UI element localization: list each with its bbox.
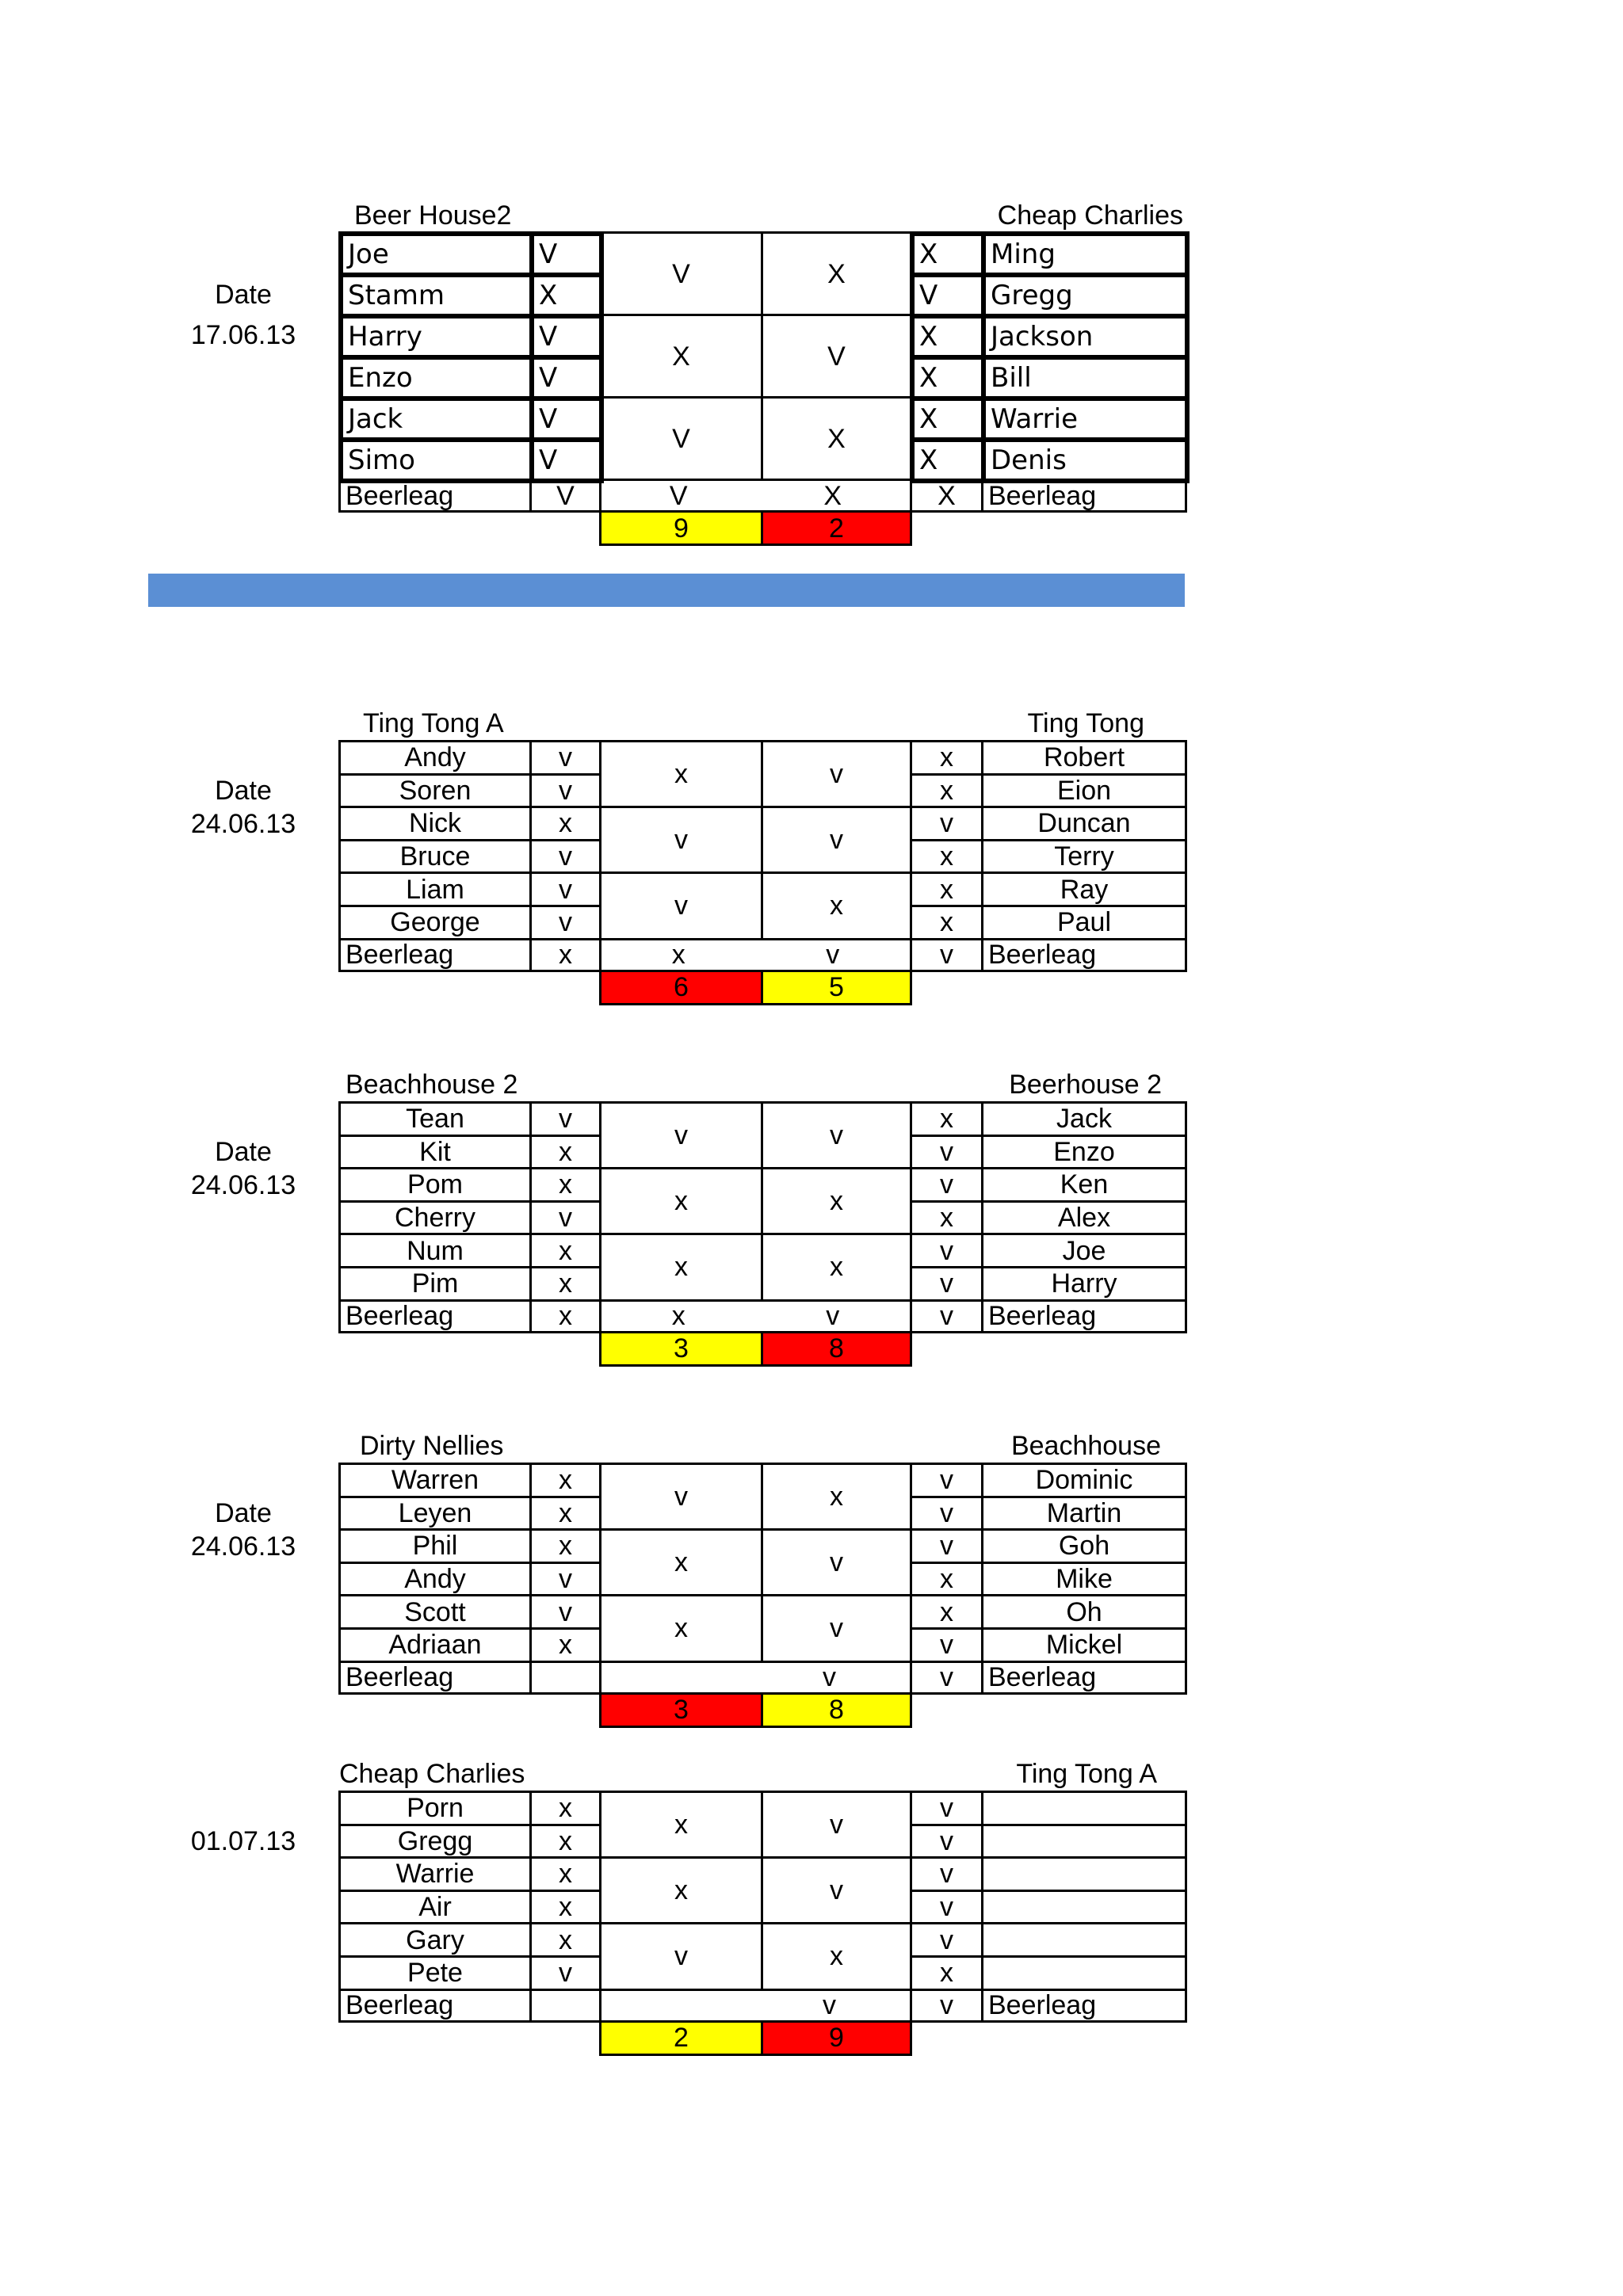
right-singles-result: v bbox=[910, 1167, 983, 1203]
right-singles-result: x bbox=[910, 1594, 983, 1630]
left-beerleag-label: Beerleag bbox=[338, 1661, 532, 1695]
right-total-score: 8 bbox=[761, 1692, 912, 1728]
match-date: 24.06.13 bbox=[190, 1531, 296, 1562]
right-player-name bbox=[981, 1955, 1187, 1991]
left-player-name: Pom bbox=[338, 1167, 532, 1203]
right-singles-result: X bbox=[910, 231, 986, 277]
left-total-score: 9 bbox=[599, 510, 763, 546]
right-singles-result: v bbox=[910, 1135, 983, 1170]
left-beerleag-label: Beerleag bbox=[338, 1299, 532, 1333]
right-singles-result: v bbox=[910, 1922, 983, 1958]
left-player-name: Num bbox=[338, 1233, 532, 1268]
right-player-name: Ray bbox=[981, 871, 1187, 907]
left-beerleag-label: Beerleag bbox=[338, 479, 532, 513]
left-player-name: Simo bbox=[338, 437, 534, 483]
left-doubles-result: v bbox=[599, 1922, 763, 1990]
left-player-name: Adriaan bbox=[338, 1627, 532, 1663]
date-label: Date bbox=[215, 1137, 272, 1167]
right-doubles-result: v bbox=[761, 1528, 912, 1596]
left-player-name: Pete bbox=[338, 1955, 532, 1991]
right-beerleag-doubles: v bbox=[826, 940, 840, 971]
right-player-name: Terry bbox=[981, 839, 1187, 875]
left-singles-result: x bbox=[529, 1463, 601, 1498]
left-singles-result: x bbox=[529, 1496, 601, 1531]
right-singles-result: x bbox=[910, 1200, 983, 1236]
left-singles-result: x bbox=[529, 806, 601, 841]
right-doubles-result: v bbox=[761, 1101, 912, 1169]
right-beerleag-result: v bbox=[910, 1299, 983, 1333]
right-player-name: Robert bbox=[981, 740, 1187, 776]
doubles-beerleag-row bbox=[599, 938, 912, 972]
right-player-name: Joe bbox=[981, 1233, 1187, 1268]
left-singles-result: x bbox=[529, 1528, 601, 1564]
left-player-name: Jack bbox=[338, 396, 534, 442]
left-player-name: Joe bbox=[338, 231, 534, 277]
right-singles-result: v bbox=[910, 1856, 983, 1892]
right-player-name bbox=[981, 1856, 1187, 1892]
right-player-name: Ming bbox=[981, 231, 1190, 277]
left-beerleag-result bbox=[529, 1989, 601, 2023]
match-date: 01.07.13 bbox=[190, 1826, 296, 1856]
right-player-name: Gregg bbox=[981, 273, 1190, 318]
right-singles-result: x bbox=[910, 773, 983, 809]
left-player-name: Bruce bbox=[338, 839, 532, 875]
left-doubles-result: v bbox=[599, 1101, 763, 1169]
left-total-score: 6 bbox=[599, 970, 763, 1005]
right-player-name: Jackson bbox=[981, 314, 1190, 360]
right-doubles-result: x bbox=[761, 871, 912, 940]
left-singles-result: x bbox=[529, 1890, 601, 1925]
right-player-name: Enzo bbox=[981, 1135, 1187, 1170]
left-singles-result: x bbox=[529, 1135, 601, 1170]
left-singles-result: V bbox=[529, 437, 604, 483]
left-player-name: Harry bbox=[338, 314, 534, 360]
right-beerleag-doubles: v bbox=[823, 1990, 836, 2021]
left-player-name: Kit bbox=[338, 1135, 532, 1170]
right-player-name: Ken bbox=[981, 1167, 1187, 1203]
right-team-title: Beachhouse bbox=[1010, 1431, 1161, 1461]
left-beerleag-doubles: V bbox=[669, 480, 688, 511]
right-doubles-result: x bbox=[761, 1463, 912, 1531]
left-doubles-result: x bbox=[599, 1233, 763, 1301]
left-doubles-result: x bbox=[599, 1856, 763, 1924]
right-team-title: Ting Tong A bbox=[1016, 1759, 1157, 1789]
right-singles-result: x bbox=[910, 871, 983, 907]
right-player-name: Mickel bbox=[981, 1627, 1187, 1663]
left-singles-result: x bbox=[529, 1824, 601, 1859]
doubles-beerleag-row bbox=[599, 1299, 912, 1333]
right-player-name: Paul bbox=[981, 905, 1187, 940]
left-player-name: Soren bbox=[338, 773, 532, 809]
right-singles-result: v bbox=[910, 1528, 983, 1564]
right-beerleag-label: Beerleag bbox=[981, 1661, 1187, 1695]
right-team-title: Cheap Charlies bbox=[997, 200, 1183, 231]
right-singles-result: v bbox=[910, 1463, 983, 1498]
left-beerleag-label: Beerleag bbox=[338, 938, 532, 972]
left-player-name: Air bbox=[338, 1890, 532, 1925]
right-player-name: Bill bbox=[981, 355, 1190, 401]
right-total-score: 5 bbox=[761, 970, 912, 1005]
left-beerleag-doubles: x bbox=[671, 1301, 685, 1332]
left-beerleag-doubles: x bbox=[671, 940, 685, 971]
left-beerleag-label: Beerleag bbox=[338, 1989, 532, 2023]
left-singles-result: X bbox=[529, 273, 604, 318]
date-label: Date bbox=[215, 1498, 272, 1528]
right-singles-result: X bbox=[910, 396, 986, 442]
left-singles-result: x bbox=[529, 1167, 601, 1203]
right-beerleag-result: v bbox=[910, 1661, 983, 1695]
left-doubles-result: X bbox=[599, 314, 763, 399]
doubles-beerleag-row bbox=[599, 1661, 912, 1695]
left-player-name: Porn bbox=[338, 1791, 532, 1826]
right-doubles-result: X bbox=[761, 396, 912, 481]
left-player-name: Gregg bbox=[338, 1824, 532, 1859]
left-player-name: Scott bbox=[338, 1594, 532, 1630]
left-team-title: Ting Tong A bbox=[363, 708, 504, 738]
right-total-score: 8 bbox=[761, 1331, 912, 1367]
left-singles-result: v bbox=[529, 905, 601, 940]
right-singles-result: x bbox=[910, 740, 983, 776]
left-singles-result: v bbox=[529, 871, 601, 907]
date-label: Date bbox=[215, 280, 272, 310]
right-beerleag-result: v bbox=[910, 1989, 983, 2023]
right-doubles-result: v bbox=[761, 1594, 912, 1662]
left-singles-result: x bbox=[529, 1791, 601, 1826]
match-date: 17.06.13 bbox=[190, 320, 296, 350]
right-singles-result: X bbox=[910, 355, 986, 401]
right-singles-result: v bbox=[910, 1496, 983, 1531]
right-singles-result: x bbox=[910, 905, 983, 940]
right-beerleag-doubles: v bbox=[823, 1662, 836, 1693]
right-doubles-result: x bbox=[761, 1233, 912, 1301]
left-player-name: Pim bbox=[338, 1266, 532, 1302]
left-total-score: 3 bbox=[599, 1692, 763, 1728]
left-singles-result: x bbox=[529, 1922, 601, 1958]
left-singles-result: v bbox=[529, 1562, 601, 1597]
right-doubles-result: v bbox=[761, 1856, 912, 1924]
doubles-beerleag-row bbox=[599, 479, 912, 513]
right-singles-result: V bbox=[910, 273, 986, 318]
left-player-name: Leyen bbox=[338, 1496, 532, 1531]
left-singles-result: v bbox=[529, 1594, 601, 1630]
right-player-name: Martin bbox=[981, 1496, 1187, 1531]
right-singles-result: v bbox=[910, 806, 983, 841]
right-beerleag-result: X bbox=[910, 479, 983, 513]
left-team-title: Dirty Nellies bbox=[360, 1431, 504, 1461]
right-singles-result: v bbox=[910, 1824, 983, 1859]
right-total-score: 2 bbox=[761, 510, 912, 546]
right-player-name: Harry bbox=[981, 1266, 1187, 1302]
left-beerleag-result: V bbox=[529, 479, 601, 513]
left-singles-result: v bbox=[529, 1101, 601, 1137]
left-player-name: Stamm bbox=[338, 273, 534, 318]
left-singles-result: v bbox=[529, 740, 601, 776]
left-player-name: Warren bbox=[338, 1463, 532, 1498]
right-player-name bbox=[981, 1922, 1187, 1958]
left-doubles-result: x bbox=[599, 1167, 763, 1235]
left-singles-result: v bbox=[529, 1955, 601, 1991]
left-singles-result: x bbox=[529, 1627, 601, 1663]
right-singles-result: x bbox=[910, 1955, 983, 1991]
right-player-name bbox=[981, 1824, 1187, 1859]
right-beerleag-label: Beerleag bbox=[981, 479, 1187, 513]
left-singles-result: v bbox=[529, 773, 601, 809]
right-singles-result: X bbox=[910, 314, 986, 360]
right-player-name: Warrie bbox=[981, 396, 1190, 442]
left-singles-result: V bbox=[529, 314, 604, 360]
left-singles-result: x bbox=[529, 1233, 601, 1268]
right-singles-result: x bbox=[910, 1562, 983, 1597]
right-player-name: Oh bbox=[981, 1594, 1187, 1630]
left-doubles-result: v bbox=[599, 871, 763, 940]
left-player-name: Tean bbox=[338, 1101, 532, 1137]
match-date: 24.06.13 bbox=[190, 1170, 296, 1200]
left-total-score: 2 bbox=[599, 2020, 763, 2056]
match-date: 24.06.13 bbox=[190, 809, 296, 839]
right-doubles-result: x bbox=[761, 1922, 912, 1990]
right-total-score: 9 bbox=[761, 2020, 912, 2056]
right-doubles-result: v bbox=[761, 1791, 912, 1859]
left-team-title: Beer House2 bbox=[354, 200, 512, 231]
left-player-name: Nick bbox=[338, 806, 532, 841]
right-team-title: Ting Tong bbox=[1027, 708, 1144, 738]
right-doubles-result: V bbox=[761, 314, 912, 399]
left-singles-result: v bbox=[529, 1200, 601, 1236]
right-beerleag-doubles: X bbox=[823, 480, 842, 511]
left-singles-result: x bbox=[529, 1856, 601, 1892]
left-doubles-result: v bbox=[599, 806, 763, 874]
right-singles-result: v bbox=[910, 1791, 983, 1826]
left-doubles-result: x bbox=[599, 740, 763, 808]
date-label: Date bbox=[215, 776, 272, 806]
right-team-title: Beerhouse 2 bbox=[1009, 1070, 1162, 1100]
left-singles-result: v bbox=[529, 839, 601, 875]
right-player-name: Duncan bbox=[981, 806, 1187, 841]
right-doubles-result: x bbox=[761, 1167, 912, 1235]
left-player-name: Cherry bbox=[338, 1200, 532, 1236]
right-singles-result: x bbox=[910, 1101, 983, 1137]
left-doubles-result: v bbox=[599, 1463, 763, 1531]
right-player-name: Denis bbox=[981, 437, 1190, 483]
right-beerleag-result: v bbox=[910, 938, 983, 972]
left-player-name: Warrie bbox=[338, 1856, 532, 1892]
right-player-name bbox=[981, 1890, 1187, 1925]
left-singles-result: V bbox=[529, 231, 604, 277]
right-doubles-result: v bbox=[761, 806, 912, 874]
right-doubles-result: v bbox=[761, 740, 912, 808]
right-player-name bbox=[981, 1791, 1187, 1826]
left-doubles-result: V bbox=[599, 231, 763, 316]
right-singles-result: v bbox=[910, 1890, 983, 1925]
left-player-name: Gary bbox=[338, 1922, 532, 1958]
left-singles-result: V bbox=[529, 396, 604, 442]
right-singles-result: x bbox=[910, 839, 983, 875]
right-singles-result: X bbox=[910, 437, 986, 483]
left-doubles-result: x bbox=[599, 1594, 763, 1662]
right-beerleag-label: Beerleag bbox=[981, 938, 1187, 972]
left-doubles-result: V bbox=[599, 396, 763, 481]
left-beerleag-result bbox=[529, 1661, 601, 1695]
right-doubles-result: X bbox=[761, 231, 912, 316]
doubles-beerleag-row bbox=[599, 1989, 912, 2023]
right-player-name: Mike bbox=[981, 1562, 1187, 1597]
left-team-title: Cheap Charlies bbox=[339, 1759, 525, 1789]
left-player-name: Andy bbox=[338, 1562, 532, 1597]
left-singles-result: V bbox=[529, 355, 604, 401]
right-player-name: Dominic bbox=[981, 1463, 1187, 1498]
left-player-name: Phil bbox=[338, 1528, 532, 1564]
left-player-name: Enzo bbox=[338, 355, 534, 401]
left-total-score: 3 bbox=[599, 1331, 763, 1367]
right-singles-result: v bbox=[910, 1627, 983, 1663]
right-beerleag-label: Beerleag bbox=[981, 1299, 1187, 1333]
left-doubles-result: x bbox=[599, 1528, 763, 1596]
right-beerleag-label: Beerleag bbox=[981, 1989, 1187, 2023]
section-divider-bar bbox=[148, 574, 1185, 607]
right-singles-result: v bbox=[910, 1266, 983, 1302]
right-player-name: Jack bbox=[981, 1101, 1187, 1137]
right-beerleag-doubles: v bbox=[826, 1301, 840, 1332]
left-team-title: Beachhouse 2 bbox=[346, 1070, 518, 1100]
right-singles-result: v bbox=[910, 1233, 983, 1268]
right-player-name: Alex bbox=[981, 1200, 1187, 1236]
left-player-name: George bbox=[338, 905, 532, 940]
left-player-name: Andy bbox=[338, 740, 532, 776]
left-beerleag-result: x bbox=[529, 938, 601, 972]
right-player-name: Goh bbox=[981, 1528, 1187, 1564]
left-doubles-result: x bbox=[599, 1791, 763, 1859]
left-beerleag-result: x bbox=[529, 1299, 601, 1333]
left-player-name: Liam bbox=[338, 871, 532, 907]
right-player-name: Eion bbox=[981, 773, 1187, 809]
left-singles-result: x bbox=[529, 1266, 601, 1302]
